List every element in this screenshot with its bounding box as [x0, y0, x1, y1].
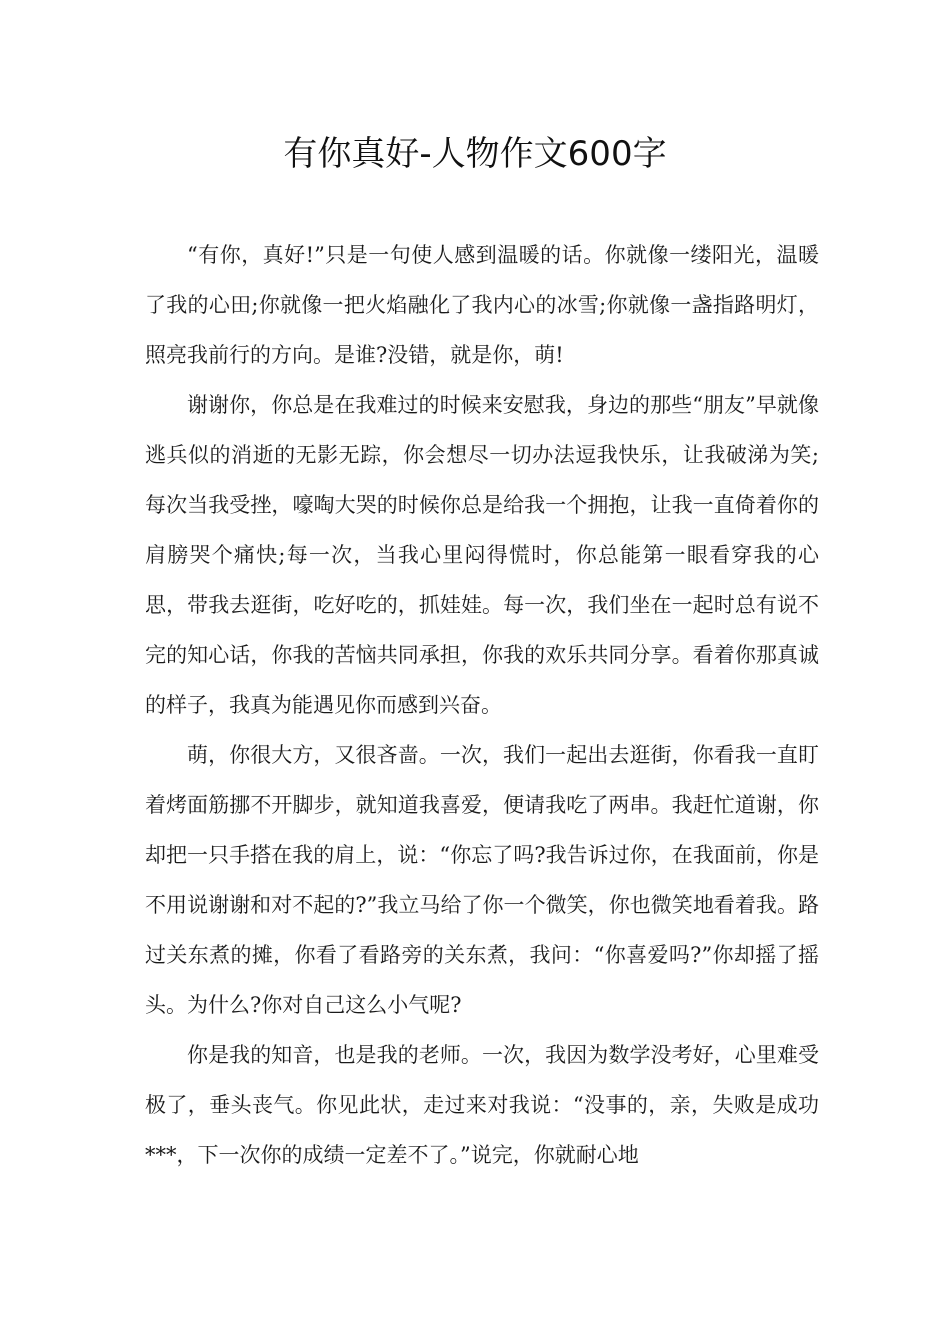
document-body — [145, 230, 819, 1180]
paragraph-2: 谢谢你，你总是在我难过的时候来安慰我，身边的那些“朋友”早就像逃兵似的消逝的无影无踪，你会想尽一切办法逗我快乐，让我破涕为笑;每次当我受挫，嚎啕大哭的时候你总是给我一个拥抱，让我一直倚着你的肩膀哭个痛快;每一次，当我心里闷得慌时，你总能第一眼看穿我的心思，带我去逛街，吃好吃的，抓娃娃。每一次，我们坐在一起时总有说不完的知心话，你我的苦恼共同承担，你我的欢乐共同分享。看着你那真诚的样子，我真为能遇见你而感到兴奋。 — [145, 393, 819, 717]
paragraph-1: “有你，真好!”只是一句使人感到温暖的话。你就像一缕阳光，温暖了我的心田;你就像一把火焰融化了我内心的冰雪;你就像一盏指路明灯，照亮我前行的方向。是谁?没错，就是你，萌! — [145, 243, 819, 367]
document-title: 有你真好-人物作文600字 — [283, 134, 667, 174]
paragraph-4: 你是我的知音，也是我的老师。一次，我因为数学没考好，心里难受极了，垂头丧气。你见此状，走过来对我说：“没事的，亲，失败是成功***，下一次你的成绩一定差不了。”说完，你就耐心地 — [145, 1043, 819, 1167]
paragraph-3: 萌，你很大方，又很吝啬。一次，我们一起出去逛街，你看我一直盯着烤面筋挪不开脚步，就知道我喜爱，便请我吃了两串。我赶忙道谢，你却把一只手搭在我的肩上，说：“你忘了吗?我告诉过你，在我面前，你是不用说谢谢和对不起的?”我立马给了你一个微笑，你也微笑地看着我。路过关东煮的摊，你看了看路旁的关东煮，我问：“你喜爱吗?”你却摇了摇头。为什么?你对自己这么小气呢? — [145, 743, 819, 1017]
